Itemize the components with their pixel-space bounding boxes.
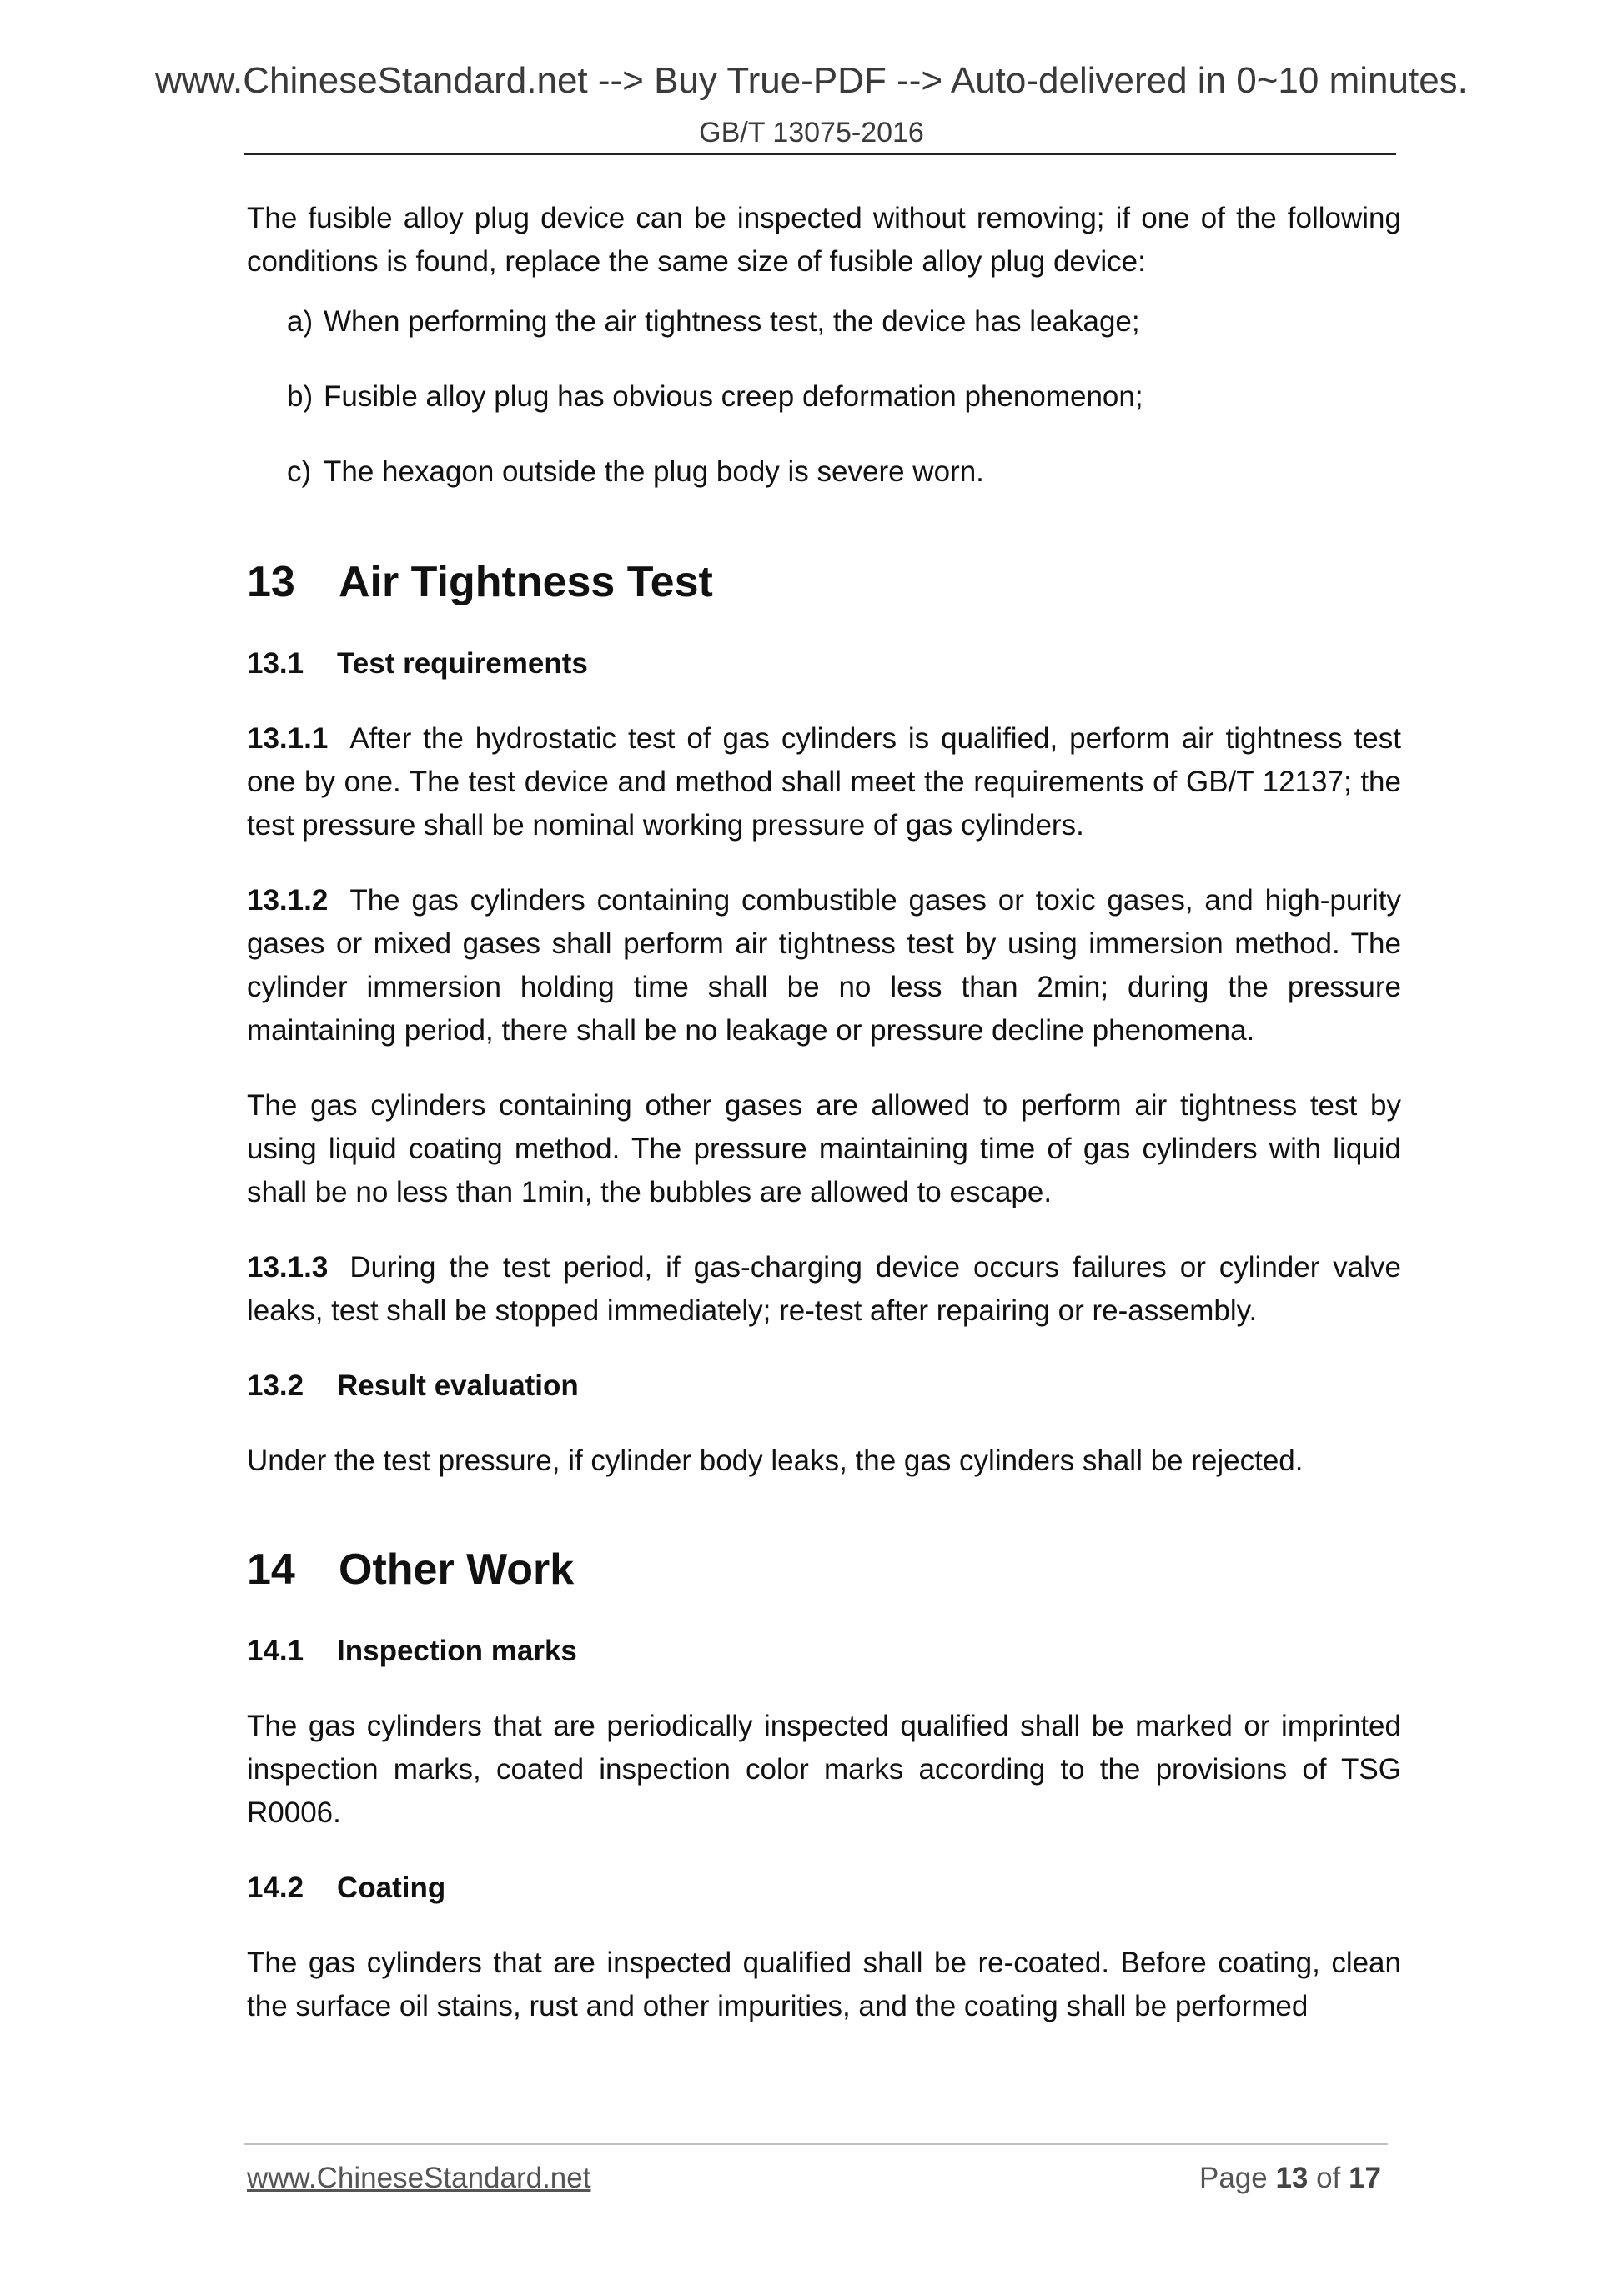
clause-text: After the hydrostatic test of gas cylinders is qualified, perform air tightness test one by one. The test device and method shall meet the requirements of GB/T 12137; the test pressure shall be nominal working pressure of gas cylinders. xyxy=(247,722,1401,842)
subsection-number: 13.1 xyxy=(247,647,304,680)
clause-13-1-1 xyxy=(247,717,1401,847)
subsection-title: Coating xyxy=(337,1871,446,1904)
subsection-number: 14.1 xyxy=(247,1635,304,1667)
section-title: Other Work xyxy=(339,1545,575,1594)
list-item-text: Fusible alloy plug has obvious creep deformation phenomenon; xyxy=(324,380,1143,413)
subsection-14-2-heading xyxy=(247,1866,1401,1910)
subsection-13-1-heading xyxy=(247,642,1401,686)
page-of: of xyxy=(1316,2162,1341,2194)
clause-number: 13.1.2 xyxy=(247,884,329,917)
page-total: 17 xyxy=(1349,2162,1381,2194)
section-number: 13 xyxy=(247,558,295,606)
page-current: 13 xyxy=(1275,2162,1309,2194)
subsection-13-2-heading xyxy=(247,1364,1401,1408)
list-marker: b) xyxy=(287,380,314,413)
subsection-title: Inspection marks xyxy=(337,1635,577,1667)
section-title: Air Tightness Test xyxy=(339,558,713,606)
subsection-title: Result evaluation xyxy=(337,1369,579,1402)
top-banner[interactable]: www.ChineseStandard.net --> Buy True-PDF --> Auto-delivered in 0~10 minutes. xyxy=(155,60,1468,101)
clause-13-1-2-paragraph: The gas cylinders containing other gases are allowed to perform air tightness test by using liquid coating method. The pressure maintaining time of gas cylinders with liquid shall be no less than 1min, the bubbles are allowed to escape. xyxy=(247,1089,1401,1208)
list-item-text: The hexagon outside the plug body is severe worn. xyxy=(324,455,984,488)
result-evaluation-paragraph: Under the test pressure, if cylinder body leaks, the gas cylinders shall be rejected. xyxy=(247,1444,1304,1477)
clause-text: During the test period, if gas-charging device occurs failures or cylinder valve leaks, test shall be stopped immediately; re-test after repairing or re-assembly. xyxy=(247,1251,1401,1327)
list-item xyxy=(247,375,1401,419)
page-prefix: Page xyxy=(1198,2162,1268,2194)
list-item xyxy=(247,450,1401,494)
subsection-title: Test requirements xyxy=(337,647,588,680)
footer-site-link[interactable]: www.ChineseStandard.net xyxy=(247,2162,591,2194)
clause-13-1-3 xyxy=(247,1246,1401,1333)
subsection-number: 13.2 xyxy=(247,1369,304,1402)
clause-13-1-2 xyxy=(247,879,1401,1053)
section-14-heading xyxy=(247,1543,1401,1596)
subsection-number: 14.2 xyxy=(247,1871,304,1904)
page-content xyxy=(247,197,1401,2028)
intro-paragraph: The fusible alloy plug device can be inspected without removing; if one of the following conditions is found, replace the same size of fusible alloy plug device: xyxy=(247,202,1401,278)
standard-code: GB/T 13075-2016 xyxy=(699,117,924,148)
list-item-text: When performing the air tightness test, the device has leakage; xyxy=(324,305,1140,338)
section-number: 14 xyxy=(247,1545,295,1594)
page-indicator xyxy=(1199,2162,1381,2195)
clause-number: 13.1.1 xyxy=(247,722,329,755)
coating-paragraph: The gas cylinders that are inspected qualified shall be re-coated. Before coating, clean the surface oil stains, rust and other impurities, and the coating shall be performed xyxy=(247,1947,1401,2022)
list-marker: a) xyxy=(287,305,314,338)
clause-text: The gas cylinders containing combustible gases or toxic gases, and high-purity gases or mixed gases shall perform air tightness test by using immersion method. The cylinder immersion holding time shall be no less than 2min; during the pressure maintaining period, there shall be no leakage or pressure decline phenomena. xyxy=(247,884,1401,1047)
clause-number: 13.1.3 xyxy=(247,1251,329,1284)
list-item xyxy=(247,300,1401,344)
header-divider xyxy=(244,153,1396,155)
list-marker: c) xyxy=(287,455,312,488)
subsection-14-1-heading xyxy=(247,1630,1401,1673)
footer-divider xyxy=(244,2143,1388,2145)
inspection-marks-paragraph: The gas cylinders that are periodically inspected qualified shall be marked or imprinted inspection marks, coated inspection color marks according to the provisions of TSG R0006. xyxy=(247,1710,1401,1829)
section-13-heading xyxy=(247,555,1401,609)
